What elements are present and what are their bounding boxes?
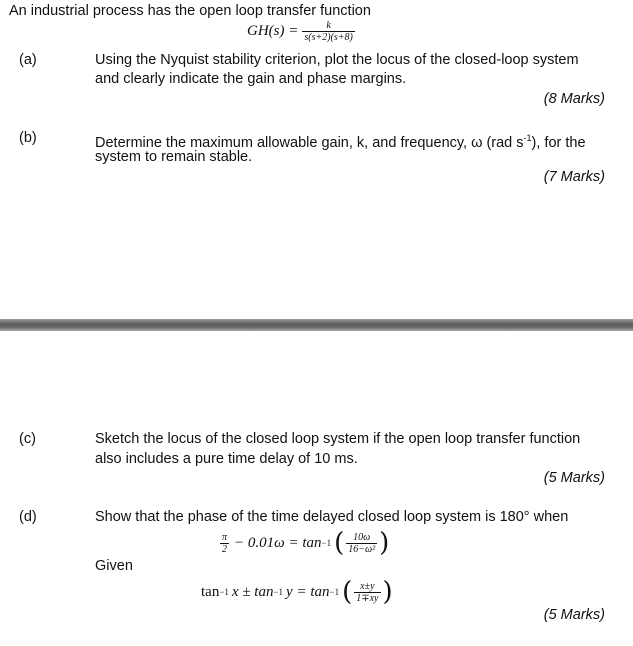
part-a-line2: and clearly indicate the gain and phase margins. [95, 71, 407, 87]
eq2-fraction [354, 581, 380, 604]
eq2-sup1: −1 [219, 587, 229, 597]
transfer-function [247, 20, 357, 43]
part-c-marks: (5 Marks) [543, 470, 605, 486]
part-b-line1-pre: Determine the maximum allowable gain, k, and frequency, ω (rad s [95, 134, 524, 151]
eq1-frac-den: 16−ω² [348, 543, 376, 555]
part-a-label: (a) [19, 52, 37, 68]
part-b-label: (b) [19, 130, 37, 146]
part-b-line1-post: ), for the [531, 134, 586, 151]
eq1-mid: − 0.01ω = tan [234, 534, 322, 551]
part-b-line2: system to remain stable. [95, 149, 253, 165]
tf-denominator: s(s+2)(s+8) [304, 32, 353, 43]
tf-lhs: GH(s) = [247, 23, 299, 39]
eq1-pi-num: π [222, 531, 228, 543]
eq1-sup: −1 [321, 538, 332, 548]
tf-fraction [302, 20, 355, 43]
eq1-pi-den: 2 [222, 543, 227, 555]
equation-1: $\frac{\pi}{2}$ − 0.01ω = tan −1 ( $\frac{10\omega}{\text{16−ω²}}$ ) [222, 528, 390, 558]
part-c-label: (c) [19, 431, 36, 447]
part-d-label: (d) [19, 509, 37, 525]
part-a-marks: (8 Marks) [543, 91, 605, 107]
eq2-lhs: tan [201, 583, 220, 600]
equation-2: tan −1 x ± tan −1 y = tan −1 ( $\frac{x\pm y}{1\mp xy}$ ) [201, 577, 393, 607]
page-divider [0, 319, 633, 331]
part-a-line1: Using the Nyquist stability criterion, plot the locus of the closed-loop system [95, 52, 579, 68]
part-d-line1: Show that the phase of the time delayed closed loop system is 180° when [95, 509, 569, 525]
part-b-line1-sup: -1 [523, 133, 532, 143]
part-b-marks: (7 Marks) [543, 169, 605, 185]
eq2-frac-den: 1∓xy [356, 592, 379, 604]
part-d-marks: (5 Marks) [543, 607, 605, 623]
eq2-x: x ± tan [231, 583, 274, 600]
eq2-y: y = tan [286, 583, 330, 600]
eq1-pi-fraction [220, 532, 229, 555]
part-c-line1: Sketch the locus of the closed loop system if the open loop transfer function [95, 431, 581, 447]
part-c-line2: also includes a pure time delay of 10 ms. [95, 451, 358, 467]
tf-numerator: k [326, 20, 331, 31]
eq2-sup3: −1 [329, 587, 340, 597]
eq1-fraction [346, 532, 377, 555]
intro-text: An industrial process has the open loop transfer function [9, 3, 371, 19]
eq1-frac-num: 10ω [353, 531, 371, 543]
eq2-sup2: −1 [273, 587, 284, 597]
eq2-frac-num: x±y [360, 580, 375, 592]
given-label: Given [95, 558, 133, 574]
